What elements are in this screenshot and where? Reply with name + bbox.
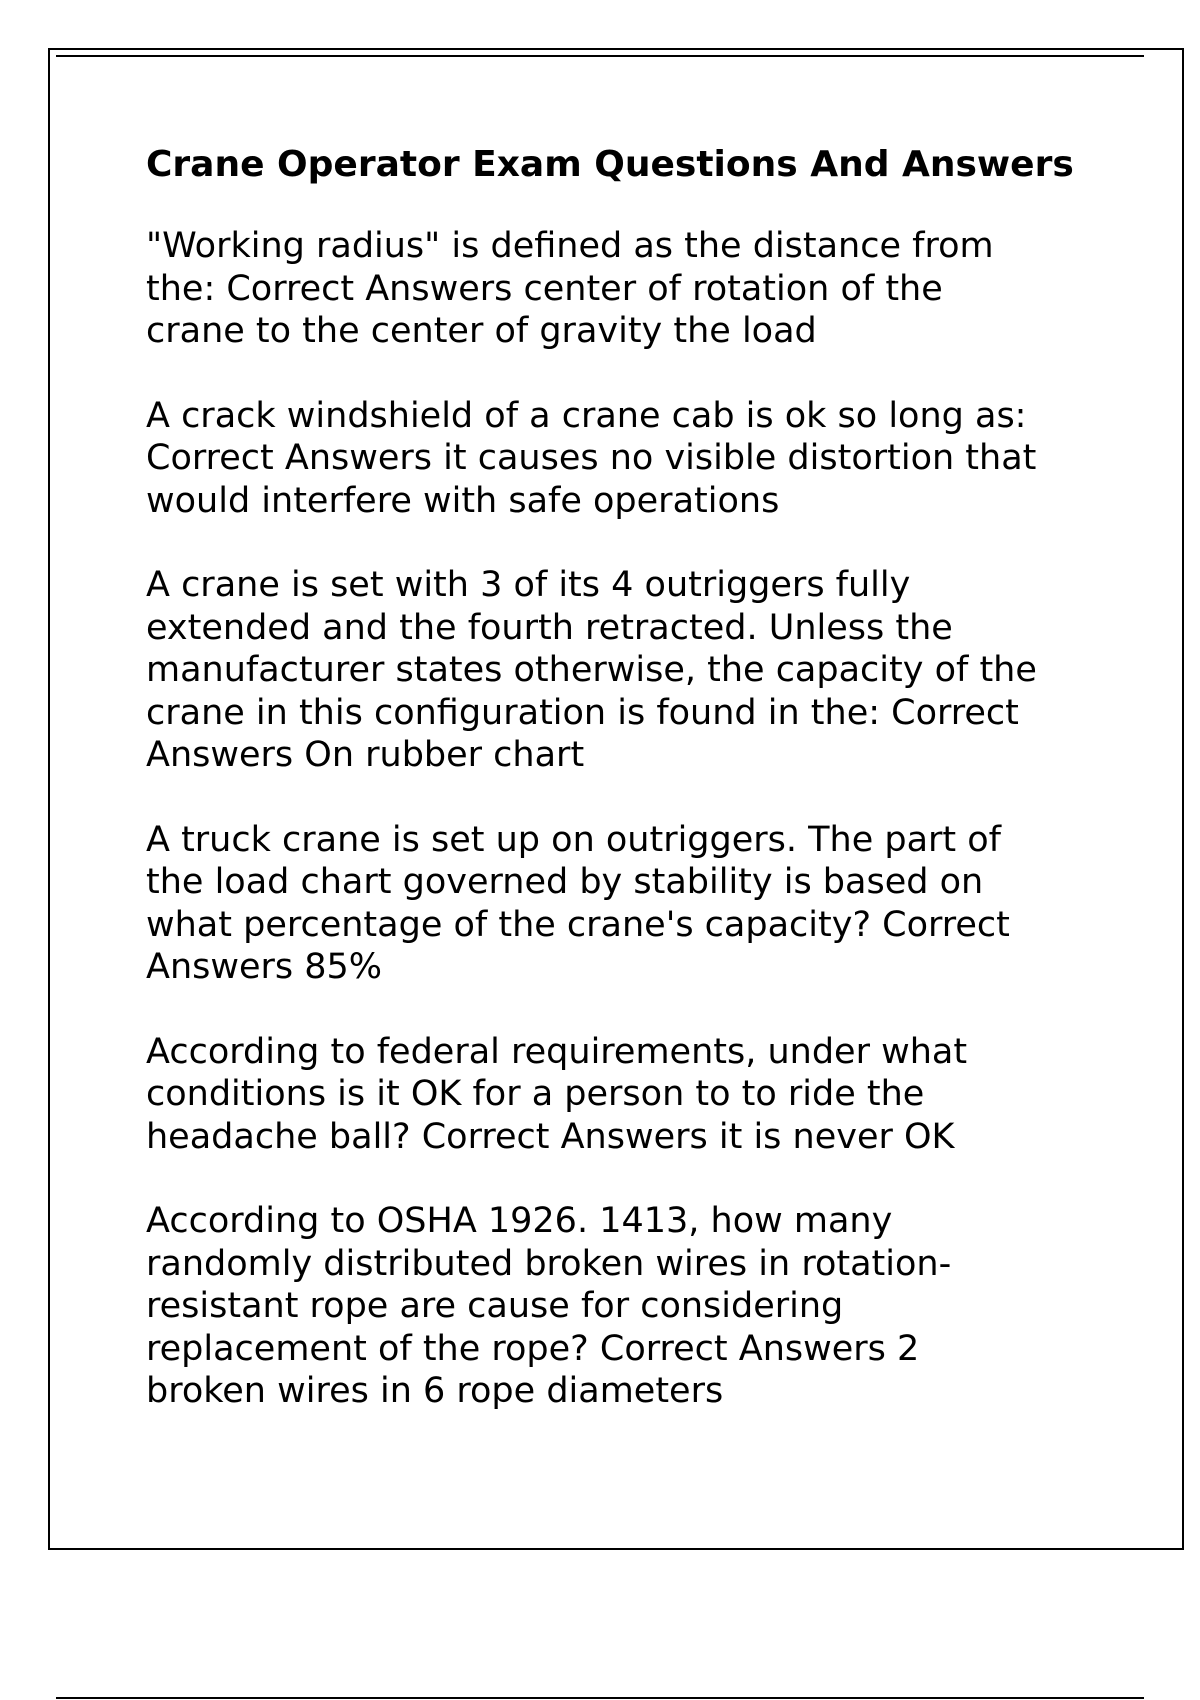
- qa-item-working-radius: "Working radius" is defined as the distance from the: Correct Answers center of rotation of the crane to the center of gravity the load: [146, 226, 994, 351]
- document-title: Crane Operator Exam Questions And Answers: [146, 144, 1074, 185]
- document-body: [146, 143, 1106, 1455]
- qa-item-broken-wires: According to OSHA 1926. 1413, how many randomly distributed broken wires in rotation- resistant rope are cause for considering replacement of the rope? Correct Answers 2 broken wires in 6 rope diameters: [146, 1201, 952, 1411]
- qa-item-headache-ball: According to federal requirements, under what conditions is it OK for a person to to ride the headache ball? Correct Answers it is never OK: [146, 1031, 968, 1157]
- qa-item-outriggers: A crane is set with 3 of its 4 outriggers fully extended and the fourth retracted. Unless the manufacturer states otherwise, the capacity of the crane in this configuration is found in the: Correct Answers On rubber chart: [146, 565, 1037, 775]
- qa-item-windshield: A crack windshield of a crane cab is ok so long as: Correct Answers it causes no visible distortion that would interfere with safe operations: [146, 395, 1037, 521]
- top-rule: [56, 55, 1144, 57]
- qa-item-stability: A truck crane is set up on outriggers. The part of the load chart governed by stability is based on what percentage of the crane's capacity? Correct Answers 85%: [146, 819, 1010, 987]
- bottom-rule: [56, 1697, 1144, 1699]
